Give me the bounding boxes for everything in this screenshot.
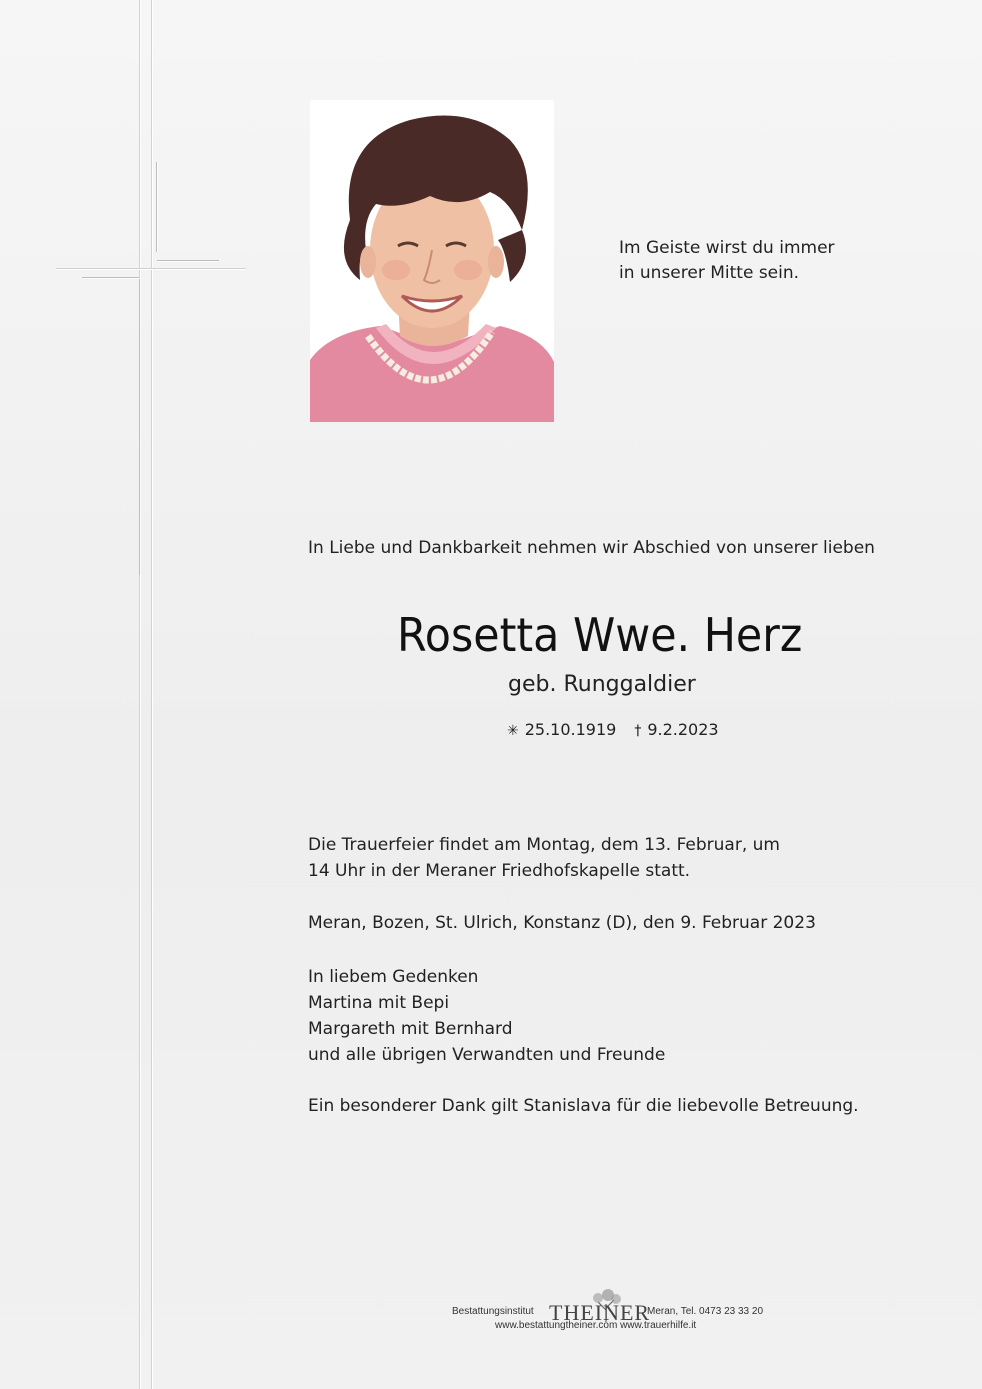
decorative-line-left [139,0,140,1389]
birth-date: 25.10.1919 [524,720,617,739]
thanks-note: Ein besonderer Dank gilt Stanislava für die liebevolle Betreuung. [308,1096,859,1116]
place-date: Meran, Bozen, St. Ulrich, Konstanz (D), den 9. Februar 2023 [308,913,816,933]
intro-text: In Liebe und Dankbarkeit nehmen wir Abschied von unserer lieben [308,538,875,558]
memorial-quote [619,236,835,286]
death-date: 9.2.2023 [647,720,719,739]
maiden-name: geb. Runggaldier [508,672,696,697]
funeral-line-2: 14 Uhr in der Meraner Friedhofskapelle statt. [308,861,691,881]
website-links: www.bestattungtheiner.com www.trauerhilfe.it [495,1320,697,1331]
contact-info: Meran, Tel. 0473 23 33 20 [647,1306,764,1317]
mourner-line: und alle übrigen Verwandten und Freunde [308,1045,666,1065]
institute-label: Bestattungsinstitut [452,1306,534,1317]
death-cross-icon: † [634,723,642,739]
decorative-line-horizontal [56,268,246,269]
portrait-photo [310,100,554,422]
mourner-line: In liebem Gedenken [308,967,479,987]
life-dates [507,720,719,739]
quote-line-1: Im Geiste wirst du immer [619,238,835,258]
mourner-line: Martina mit Bepi [308,993,450,1013]
deceased-name: Rosetta Wwe. Herz [397,608,803,662]
funeral-line-1: Die Trauerfeier findet am Montag, dem 13. Februar, um [308,835,780,855]
decorative-line-right [151,0,152,1389]
funeral-info [308,832,780,884]
mourner-line: Margareth mit Bernhard [308,1019,513,1039]
birth-star-icon: ✳ [507,723,519,739]
quote-line-2: in unserer Mitte sein. [619,263,800,283]
mourners-list [308,964,665,1068]
theiner-logo: THEINER [549,1300,651,1325]
